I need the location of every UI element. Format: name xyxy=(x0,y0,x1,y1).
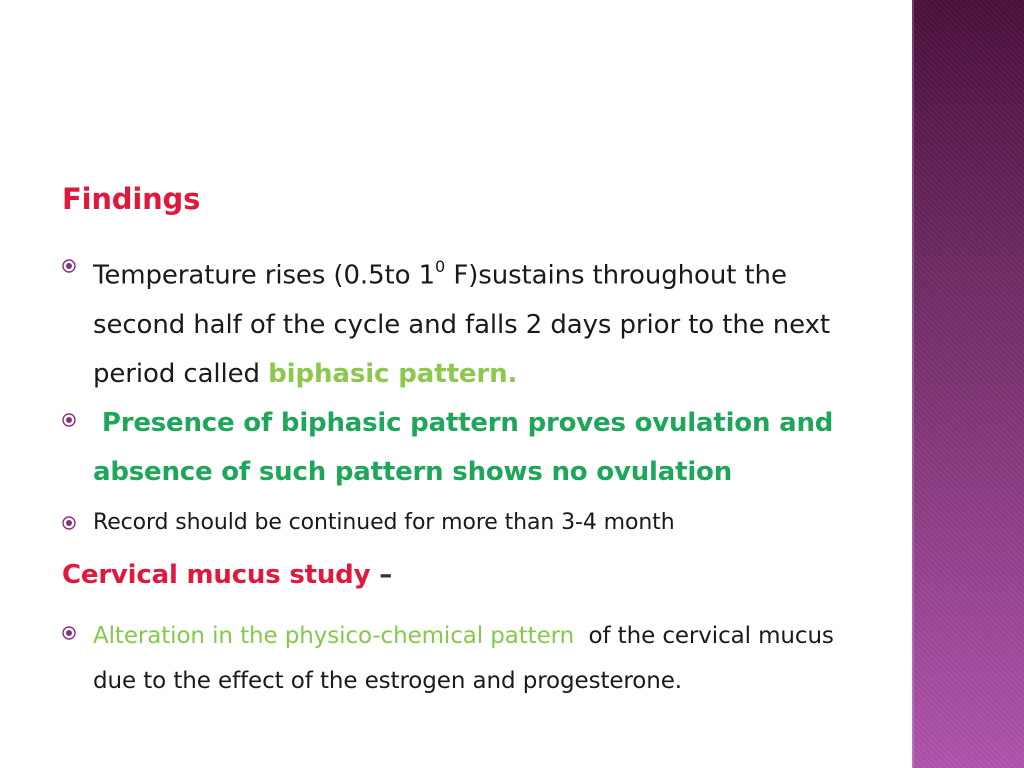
cervical-mucus-heading xyxy=(62,560,392,590)
circled-dot-bullet-icon xyxy=(62,259,76,273)
bullet-cervical-alteration xyxy=(62,614,852,704)
bullet-biphasic-ovulation-text: Presence of biphasic pattern proves ovulation and absence of such pattern shows no ovulation xyxy=(93,408,843,487)
decorative-side-band xyxy=(912,0,1024,768)
bullet-temperature xyxy=(62,244,852,399)
cervical-heading-dash: – xyxy=(370,560,392,590)
temperature-text-part1: Temperature rises (0.5to 1 xyxy=(93,260,436,291)
circled-dot-bullet-icon xyxy=(62,626,76,640)
biphasic-pattern-highlight: biphasic pattern. xyxy=(268,358,518,389)
bullet-record xyxy=(62,507,852,539)
temperature-text-part2: F)sustains throughout the second half of the cycle and falls 2 days prior to the next period called xyxy=(93,260,831,389)
circled-dot-bullet-icon xyxy=(62,413,76,427)
bullet-temperature-text xyxy=(93,244,852,399)
bullet-record-text: Record should be continued for more than 3-4 month xyxy=(93,510,675,535)
bullet-cervical-alteration-text xyxy=(93,614,852,704)
bullet-biphasic-ovulation xyxy=(62,399,852,497)
alteration-highlight: Alteration in the physico-chemical pattern xyxy=(93,623,575,649)
alteration-rest: of the cervical mucus due to the effect of the estrogen and progesterone. xyxy=(93,623,842,694)
cervical-heading-text: Cervical mucus study xyxy=(62,560,371,590)
circled-dot-bullet-icon xyxy=(62,516,76,530)
degree-superscript: 0 xyxy=(435,257,446,277)
findings-heading: Findings xyxy=(62,182,201,216)
